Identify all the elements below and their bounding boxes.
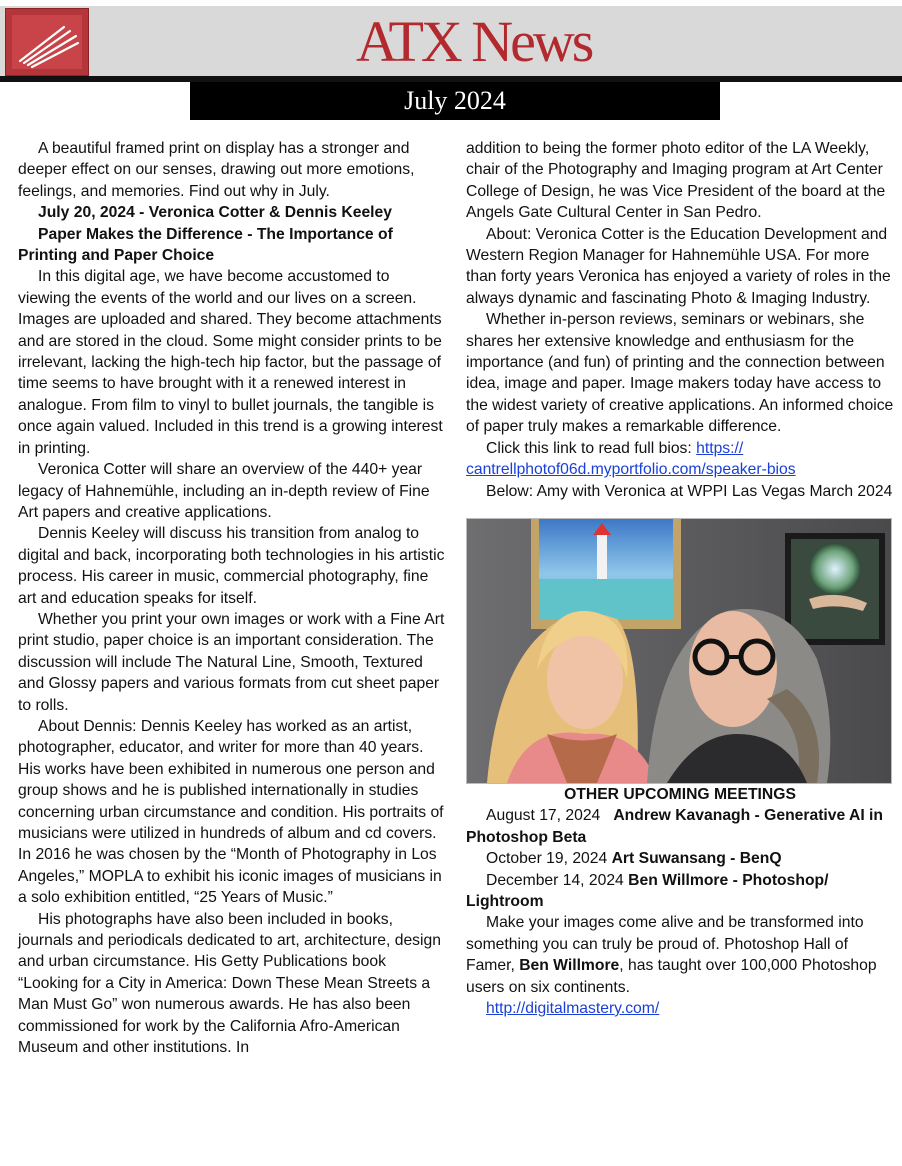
intro-paragraph: A beautiful framed print on display has a stronger and deeper effect on our senses, drawing out more emotions, feelings, and memories. Find out why in July. xyxy=(18,140,415,200)
article-paragraph: About: Veronica Cotter is the Education Development and Western Region Manager for Hahnemühle USA. For more than forty years Veronica has enjoyed a variety of roles in the always dynamic and fascinating Photo & Imaging Industry. xyxy=(466,225,891,307)
bios-link-line xyxy=(466,459,894,480)
closing-paragraph xyxy=(466,912,894,998)
article-paragraph: Veronica Cotter will share an overview of the 440+ year legacy of Hahnemühle, including an in-depth review of Fine Art papers and creative applications. xyxy=(18,461,430,521)
article-paragraph: Dennis Keeley will discuss his transition from analog to digital and back, incorporating both technologies in his artistic process. His career in music, commercial photography, fine art and education speaks for itself. xyxy=(18,525,445,607)
article-paragraph: Whether you print your own images or work with a Fine Art print studio, paper choice is an important consideration. The discussion will include The Natural Line, Smooth, Textured and Glossy papers and various formats from cut sheet paper to rolls. xyxy=(18,610,445,714)
event-title: Paper Makes the Difference - The Importance of Printing and Paper Choice xyxy=(18,225,393,265)
event-line: July 20, 2024 - Veronica Cotter & Dennis Keeley xyxy=(38,204,392,222)
digitalmastery-link[interactable]: http://digitalmastery.com/ xyxy=(486,999,660,1017)
meetings-heading: OTHER UPCOMING MEETINGS xyxy=(564,785,796,803)
issue-date: July 2024 xyxy=(190,82,720,120)
bios-line xyxy=(466,438,894,459)
meeting-title: Art Suwansang - BenQ xyxy=(611,850,782,868)
closing-link-line xyxy=(466,998,894,1019)
article-paragraph: About Dennis: Dennis Keeley has worked as an artist, photographer, educator, and writer for more than 40 years. His works have been exhibited in numerous one person and group shows and he is published internationally in studies concerning urban circumstance and condition. His portraits of musicians were utilized in hundreds of album and cd covers. In 2016 he was chosen by the “Month of Photography in Los Angeles,” MOPLA to exhibit his iconic images of musicians in a solo exhibition entitled, “25 Years of Music.” xyxy=(18,717,444,907)
right-column xyxy=(466,138,894,1019)
photo-illustration xyxy=(467,519,891,783)
closing-text-b: , has taught over 100,000 Photoshop users on six continents. xyxy=(466,957,877,996)
bios-prefix: Click this link to read full bios: xyxy=(486,439,692,457)
event-photo xyxy=(466,518,892,784)
bios-link-part-1[interactable]: https:// xyxy=(696,439,744,457)
meeting-title: Andrew Kavanagh - Generative AI in Photoshop Beta xyxy=(466,807,884,846)
closing-text-a: Make your images come alive and be transformed into something you can truly be proud of. Photoshop Hall of Famer, xyxy=(466,914,864,975)
article-paragraph: addition to being the former photo editor of the LA Weekly, chair of the Photography and Imaging program at Art Center College of Design, he was Vice President of the board at the Angels Gate Cultural Center in San Pedro. xyxy=(466,140,886,222)
logo xyxy=(5,8,89,76)
bios-link-part-2[interactable]: cantrellphotof06d.myportfolio.com/speaker-bios xyxy=(466,461,796,479)
article-paragraph: Whether in-person reviews, seminars or webinars, she shares her extensive knowledge and enthusiasm for the importance (and fun) of printing and the connection between idea, image and paper. Image makers today have access to the widest variety of creative applications. An informed choice of paper truly makes a remarkable difference. xyxy=(466,311,894,436)
photo-caption: Below: Amy with Veronica at WPPI Las Vegas March 2024 xyxy=(486,482,893,500)
meeting-title: Ben Willmore - Photoshop/ Lightroom xyxy=(466,871,829,910)
meeting-date: August 17, 2024 xyxy=(486,807,601,825)
article-paragraph: In this digital age, we have become accustomed to viewing the events of the world and our lives on a screen. Images are uploaded and shared. They become attachments and are stored in the cloud. Some might consider prints to be irrelevant, lacking the high-tech hip factor, but the passage of time seems to have brought with it a renewed interest in analogue. From film to vinyl to bullet journals, the tangible is once again valued. Included in this trend is a growing interest in printing. xyxy=(18,268,443,457)
logo-graphic xyxy=(6,9,88,75)
meeting-item xyxy=(466,870,894,913)
article-paragraph: His photographs have also been included in books, journals and periodicals dedicated to art, architecture, design and urban circumstance. His Getty Publications book “Looking for a City in America: Down These Mean Streets a Man Must Go” won numerous awards. He has also been commissioned for work by the California Afro-American Museum and other institutions. In xyxy=(18,910,441,1057)
closing-name: Ben Willmore xyxy=(519,957,620,975)
meeting-date: October 19, 2024 xyxy=(486,850,608,868)
meeting-item xyxy=(466,805,894,848)
meeting-date: December 14, 2024 xyxy=(486,871,624,889)
newsletter-title: ATX News xyxy=(356,9,592,74)
left-column xyxy=(18,138,446,1058)
meeting-item xyxy=(466,848,894,869)
